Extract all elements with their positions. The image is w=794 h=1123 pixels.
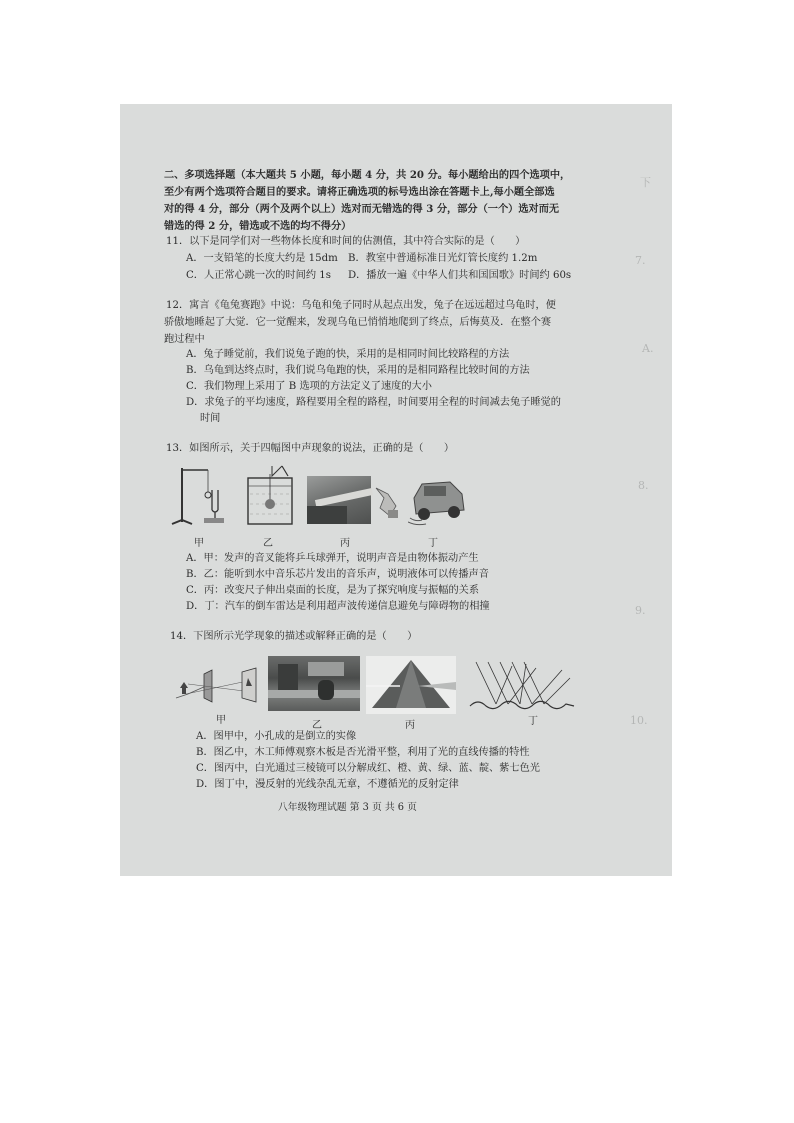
bleed-through-mark: 下 bbox=[640, 176, 651, 189]
q11-option-d: D．播放一遍《中华人们共和国国歌》时间约 60s bbox=[348, 270, 572, 281]
bleed-through-mark: 8. bbox=[638, 479, 649, 492]
q12-option-d-line1: D．求兔子的平均速度，路程要用全程的路程，时间要用全程的时间减去兔子睡觉的 bbox=[186, 397, 561, 408]
q14-option-c: C．图丙中，白光通过三棱镜可以分解成红、橙、黄、绿、蓝、靛、紫七色光 bbox=[196, 763, 540, 774]
exam-page bbox=[120, 104, 672, 876]
q13-caption-bing: 丙 bbox=[340, 538, 350, 549]
q11-option-b: B．教室中普通标准日光灯管长度约 1.2m bbox=[348, 253, 538, 264]
q12-option-a: A．兔子睡觉前，我们说兔子跑的快，采用的是相同时间比较路程的方法 bbox=[186, 349, 510, 360]
q13-caption-yi: 乙 bbox=[263, 538, 273, 549]
prism-icon bbox=[366, 656, 456, 714]
q14-caption-yi: 乙 bbox=[312, 720, 322, 731]
section-heading bbox=[164, 168, 570, 183]
q14-option-b: B．图乙中，木工师傅观察木板是否光滑平整，利用了光的直线传播的特性 bbox=[196, 747, 530, 758]
q12-option-b: B．乌龟到达终点时，我们说乌龟跑的快，采用的是相同路程比较时间的方法 bbox=[186, 365, 530, 376]
section-heading-rest: （本大题共 5 小题，每小题 4 分，共 20 分。每小题给出的四个选项中， bbox=[235, 169, 571, 181]
car-radar-photo bbox=[408, 474, 468, 526]
q14-option-d: D．图丁中，漫反射的光线杂乱无章，不遵循光的反射定律 bbox=[196, 779, 459, 790]
q14-option-a: A．图甲中，小孔成的是倒立的实像 bbox=[196, 731, 357, 742]
q12-option-c: C．我们物理上采用了 B 选项的方法定义了速度的大小 bbox=[186, 381, 432, 392]
q14-stem: 14．下图所示光学现象的描述或解释正确的是（ ） bbox=[170, 631, 418, 642]
bleed-through-mark: 9. bbox=[635, 604, 646, 617]
q13-option-a: A．甲：发声的音叉能将乒乓球弹开，说明声音是由物体振动产生 bbox=[186, 553, 479, 564]
hand-icon bbox=[370, 484, 402, 520]
tuning-fork-figure bbox=[168, 462, 228, 528]
q13-option-d: D．丁：汽车的倒车雷达是利用超声波传递信息避免与障碍物的相撞 bbox=[186, 601, 490, 612]
q12-stem-line3: 跑过程中 bbox=[164, 334, 205, 345]
photo-detail bbox=[308, 662, 344, 676]
plank-shape bbox=[268, 690, 360, 698]
bleed-through-mark: 10. bbox=[630, 714, 648, 727]
table-shape bbox=[307, 506, 347, 524]
prism-figure bbox=[366, 656, 456, 714]
q12-stem-line2: 骄傲地睡起了大觉．它一觉醒来，发现乌龟已悄悄地爬到了终点，后悔莫及．在整个赛 bbox=[164, 317, 552, 328]
section-instruction-line: 错选的得 2 分，错选或不选的均不得分） bbox=[164, 220, 352, 232]
ruler-shape bbox=[315, 488, 373, 507]
diffuse-reflection-figure bbox=[466, 658, 578, 714]
car-icon bbox=[408, 474, 468, 526]
q11-option-a: A．一支铅笔的长度大约是 15dm bbox=[186, 253, 338, 264]
q12-stem-line1: 12．寓言《龟兔赛跑》中说：乌龟和兔子同时从起点出发，兔子在远远超过乌龟时，便 bbox=[166, 300, 556, 311]
q13-caption-ding: 丁 bbox=[428, 538, 438, 549]
bleed-through-mark: 7. bbox=[635, 254, 646, 267]
q13-option-c: C．丙：改变尺子伸出桌面的长度，是为了探究响度与振幅的关系 bbox=[186, 585, 480, 596]
carpenter-photo bbox=[268, 656, 360, 711]
q13-stem: 13．如图所示，关于四幅图中声现象的说法，正确的是（ ） bbox=[166, 443, 455, 454]
pinhole-camera-figure bbox=[172, 664, 268, 706]
section-heading-bold: 二、多项选择题 bbox=[164, 169, 236, 181]
q11-stem: 11．以下是同学们对一些物体长度和时间的估测值，其中符合实际的是（ ） bbox=[166, 236, 526, 247]
photo-detail bbox=[278, 664, 298, 690]
q14-caption-bing: 丙 bbox=[405, 720, 415, 731]
q14-caption-ding: 丁 bbox=[528, 716, 538, 727]
q14-caption-jia: 甲 bbox=[216, 715, 226, 726]
q12-option-d-line2: 时间 bbox=[200, 413, 221, 424]
page-footer: 八年级物理试题 第 3 页 共 6 页 bbox=[278, 802, 417, 813]
q13-option-b: B．乙：能听到水中音乐芯片发出的音乐声，说明液体可以传播声音 bbox=[186, 569, 489, 580]
section-instruction-line: 对的得 4 分，部分（两个及两个以上）选对而无错选的得 3 分，部分（一个）选对而无 bbox=[164, 203, 560, 215]
ruler-on-table-photo bbox=[307, 476, 371, 524]
section-instruction-line: 至少有两个选项符合题目的要求。请将正确选项的标号选出涂在答题卡上,每小题全部选 bbox=[164, 186, 555, 198]
bleed-through-mark: A. bbox=[642, 342, 654, 355]
photo-detail bbox=[318, 680, 334, 700]
q13-caption-jia: 甲 bbox=[194, 538, 204, 549]
beaker-figure bbox=[242, 464, 300, 528]
q11-option-c: C．人正常心跳一次的时间约 1s bbox=[186, 270, 331, 281]
